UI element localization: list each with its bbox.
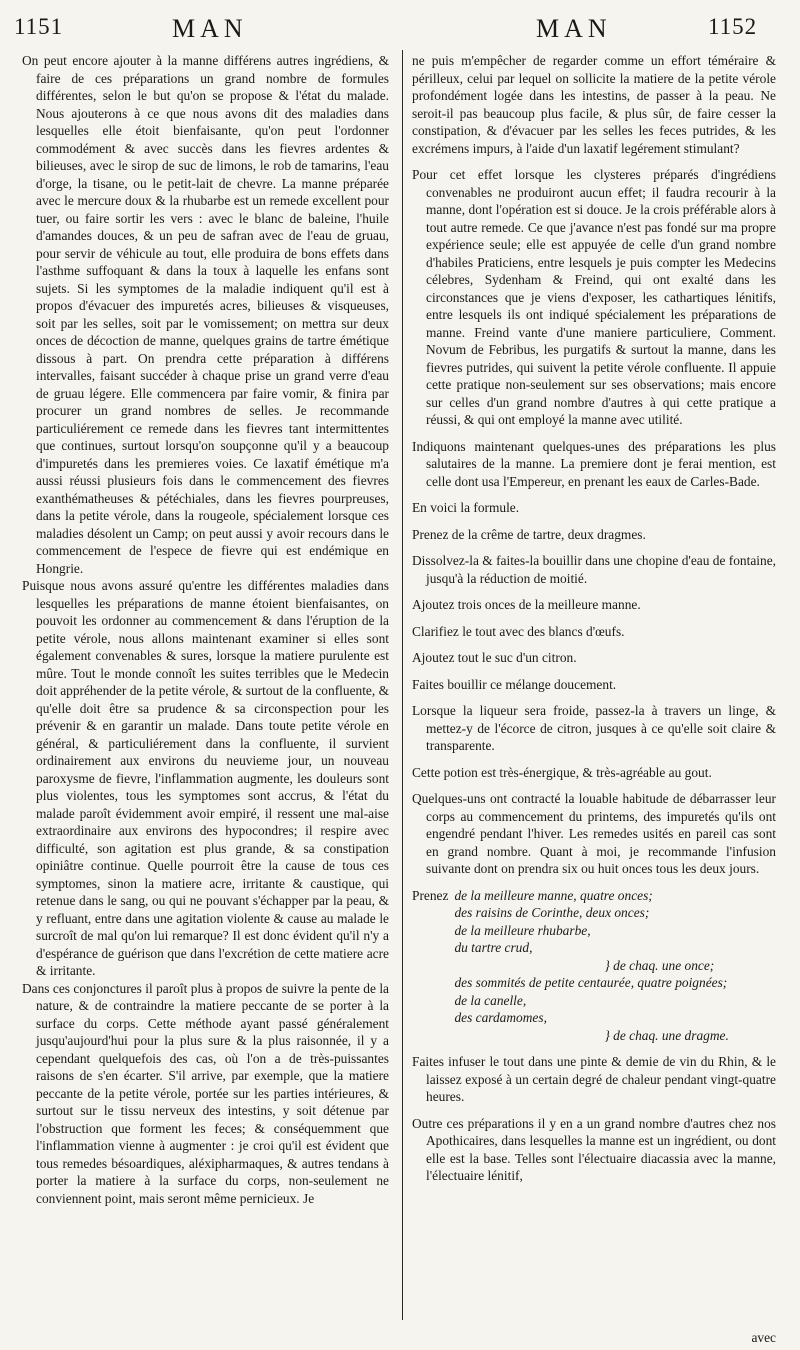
- ingredient-line: des raisins de Corinthe, deux onces;: [454, 905, 650, 920]
- ingredient-line: des cardamomes,: [454, 1010, 547, 1025]
- recipe-line: Dissolvez-la & faites-la bouillir dans une chopine d'eau de fontaine, jusqu'à la réduction de moitié.: [412, 553, 776, 586]
- recipe-line: Prenez de la crême de tartre, deux dragmes.: [412, 526, 646, 542]
- paragraph: Cette potion est très-énergique, & très-agréable au gout.: [412, 764, 712, 780]
- paragraph: Outre ces préparations il y en a un grand nombre d'autres chez nos Apothicaires, dans lesquelles la manne est un ingrédient, ou dont elle est la base. Telles sont l'électuaire diacassia avec la manne, l'électuaire lénitif,: [412, 1115, 776, 1183]
- ingredient-line: des sommités de petite centaurée, quatre poignées;: [454, 975, 728, 990]
- column-divider: [402, 50, 403, 1320]
- ingredient-line: du tartre crud,: [454, 940, 533, 955]
- paragraph: Pour cet effet lorsque les clysteres préparés d'ingrédiens convenables ne produiront aucun effet; il faudra recourir à la manne, dont l'opération est si douce. Je la crois préférable alors à tout autre remede. Ce que j'avance n'est pas fondé sur ma propre expérience seule; elle est appuyée de celle d'un grand nombre d'habiles Praticiens, entre lesquels je puis compter les Medecins célebres, Sydenham & Freind, qui ont exalté dans les circonstances que je viens d'exposer, les cathartiques lénitifs, entre lesquels ils ont indiqué spécialement les préparations de manne. Freind vante d'une maniere particuliere, Comment. Novum de Febribus, les purgatifs & surtout la manne, dans les fievres putrides, qui suivent la petite vérole confluente. Il appuie cette pratique non-seulement sur ses observations; mais encore sur celles d'un grand nombre d'autres à qui cette pratique a réussi, & qui ont employé la manne avec utilité.: [412, 167, 776, 427]
- paragraph: Dans ces conjonctures il paroît plus à propos de suivre la pente de la nature, & de contraindre la matiere peccante de se porter à la surface du corps. Cette méthode ayant passé généralement jusqu'aujourd'hui pour la plus sure & la plus raisonnée, il y a cependant quelquefois des cas, où l'on a de très-puissantes raisons de s'en écarter. S'il arrive, par exemple, que la matiere peccante de la petite vérole, portée sur les parties intérieures, & surtout sur le tissu nerveux des intestins, y soit détenue par l'obstruction que forment les feces; & conséquemment que l'inflammation vienne à augmenter : je croi qu'il est évident que tous remedes bésoardiques, aléxipharmaques, & autres tendans à porter la matiere à la surface du corps, non-seulement ne conviennent point, mais seront même pernicieux. Je: [22, 980, 389, 1206]
- paragraph: On peut encore ajouter à la manne différens autres ingrédiens, & faire de ces préparations un grand nombre de formules différentes, selon le but qu'on se propose & l'état du malade. Nous ajouterons à ce que nous avons dit des maladies dans lesquelles elle étoit bienfaisante, qu'on peut l'ordonner commodément & avec succès dans les fievres ardentes & bilieuses, avec le sirop de suc de limons, le rob de tamarins, l'eau d'orge, la tisane, ou le petit-lait de chevre. La manne préparée avec le mercure doux & la rhubarbe est un remede excellent pour tuer, ou faire sortir les vers : avec le blanc de baleine, l'huile d'amandes douces, & un peu de safran avec de l'eau de gruau, pour servir de véhicule au tout, elle produira de bons effets dans l'asthme suffoquant & dans la toux à laquelle les enfans sont sujets. Si les symptomes de la maladie indiquent qu'il est à propos d'évacuer des impuretés acres, bilieuses & visqueuses, soit par les selles, soit par le vomissement; on mettra sur deux onces de décoction de manne, quelques grains de tartre émétique dissous à part. On prendra cette préparation à différens intervalles, faisant succéder à chaque prise un grand verre d'eau de gruau légere. Elle commencera par faire vomir, & finira par procurer un grand nombres de selles. Je recommande particuliérement ce remede dans les fievres tant intermittentes que continues, surtout lorsqu'on soupçonne qu'il y a beaucoup d'impuretés dans les premieres voies. Ce laxatif émétique m'a aussi réussi plusieurs fois dans le commencement des fievres exanthématheuses & pétéchiales, dans les fievres pourpreuses, dans la petite vérole, dans la rougeole, spécialement lorsque ces maladies désolent un Camp; on peut aussi y avoir recours dans le commencement de l'espece de fievre qui est endémique en Hongrie.: [22, 53, 389, 576]
- prescription-label: Prenez: [412, 887, 449, 903]
- prescription: [412, 887, 776, 1045]
- running-head-left: MAN: [172, 14, 248, 43]
- paragraph: Puisque nous avons assuré qu'entre les différentes maladies dans lesquelles les préparations de manne étoient bienfaisantes, on pouvoit les ordonner au commencement & dans l'éruption de la petite vérole, nous allons maintenant examiner si elles sont également convenables & sures, lorsque la matiere purulente est mûre. Tout le monde connoît les suites terribles que le Medecin doit appréhender de la petite vérole, & surtout de la confluente, & qu'elle doit être sa prudence & sa circonspection pour les prévenir & en garantir un malade. Dans toute petite vérole en général, & particuliérement dans la confluente, il survient ordinairement aux environs du neuvieme jour, un nouveau paroxysme de fievre, l'inflammation augmente, les douleurs sont plus violentes, tous les symptomes sont accrus, & l'état du malade paroît évidemment avoir empiré, il ressent une mal-aise extraordinaire aux environs des hypocondres; il respire avec difficulté, son agitation est plus grande, & sa constipation opiniâtre continue. Quelle pourroit être la cause de tous ces symptomes, sinon la matiere acre, irritante & caustique, qui retenue dans le sang, ou qui ne pouvant s'échapper par la peau, & y refluant, entre dans une agitation violente & cause au malade le surcroît de mal qu'on lui remarque? Il est donc évident qu'il n'y a d'espérance de guérison que dans l'excrétion de cette matiere acre & irritante.: [22, 578, 389, 978]
- page-number-right: 1152: [708, 14, 758, 39]
- right-column: [412, 52, 776, 1194]
- running-head-right: MAN: [536, 14, 612, 43]
- ingredient-line: de la meilleure rhubarbe,: [454, 922, 591, 938]
- catchword: avec: [751, 1330, 776, 1345]
- ingredient-dose: } de chaq. une once;: [604, 957, 715, 973]
- paragraph: Indiquons maintenant quelques-unes des préparations les plus salutaires de la manne. La premiere dont je ferai mention, est celle dont usa l'Empereur, en prenant les eaux de Carles-Bade.: [412, 438, 776, 489]
- prescription-ingredients: [454, 887, 776, 1045]
- ingredient-line: de la canelle,: [454, 992, 527, 1008]
- left-column: [22, 52, 389, 1207]
- page-number-left: 1151: [14, 14, 64, 39]
- recipe-line: Lorsque la liqueur sera froide, passez-la à travers un linge, & mettez-y de l'écorce de citron, jusques à ce qu'elle soit claire & transparente.: [412, 703, 776, 753]
- recipe-line: Clarifiez le tout avec des blancs d'œufs.: [412, 623, 625, 639]
- paragraph: En voici la formule.: [412, 500, 520, 515]
- paragraph: ne puis m'empêcher de regarder comme un effort téméraire & périlleux, celui par lequel on sollicite la matiere de la petite vérole profondément logée dans les intestins, de passer à la peau. Ne seroit-il pas beaucoup plus facile, & plus sûr, de faire cesser la constipation, & d'évacuer par les selles les feces putrides, & les excrémens impurs, à l'aide d'un laxatif legérement stimulant?: [412, 53, 776, 156]
- paragraph: Faites infuser le tout dans une pinte & demie de vin du Rhin, & le laissez exposé à un certain degré de chaleur pendant vingt-quatre heures.: [412, 1054, 776, 1104]
- ingredient-dose: } de chaq. une dragme.: [604, 1027, 729, 1043]
- paragraph: Quelques-uns ont contracté la louable habitude de débarrasser leur corps au commencement du printems, des impuretés qu'ils ont engendré pendant l'hiver. Les remedes usités en pareil cas sont en grand nombre. Quant à moi, je recommande l'infusion suivante dont on prendra six ou huit onces tous les deux jours.: [412, 791, 776, 876]
- recipe-line: Ajoutez trois onces de la meilleure manne.: [412, 597, 641, 612]
- recipe-line: Faites bouillir ce mélange doucement.: [412, 676, 617, 692]
- recipe-line: Ajoutez tout le suc d'un citron.: [412, 650, 577, 665]
- ingredient-line: de la meilleure manne, quatre onces;: [454, 887, 653, 903]
